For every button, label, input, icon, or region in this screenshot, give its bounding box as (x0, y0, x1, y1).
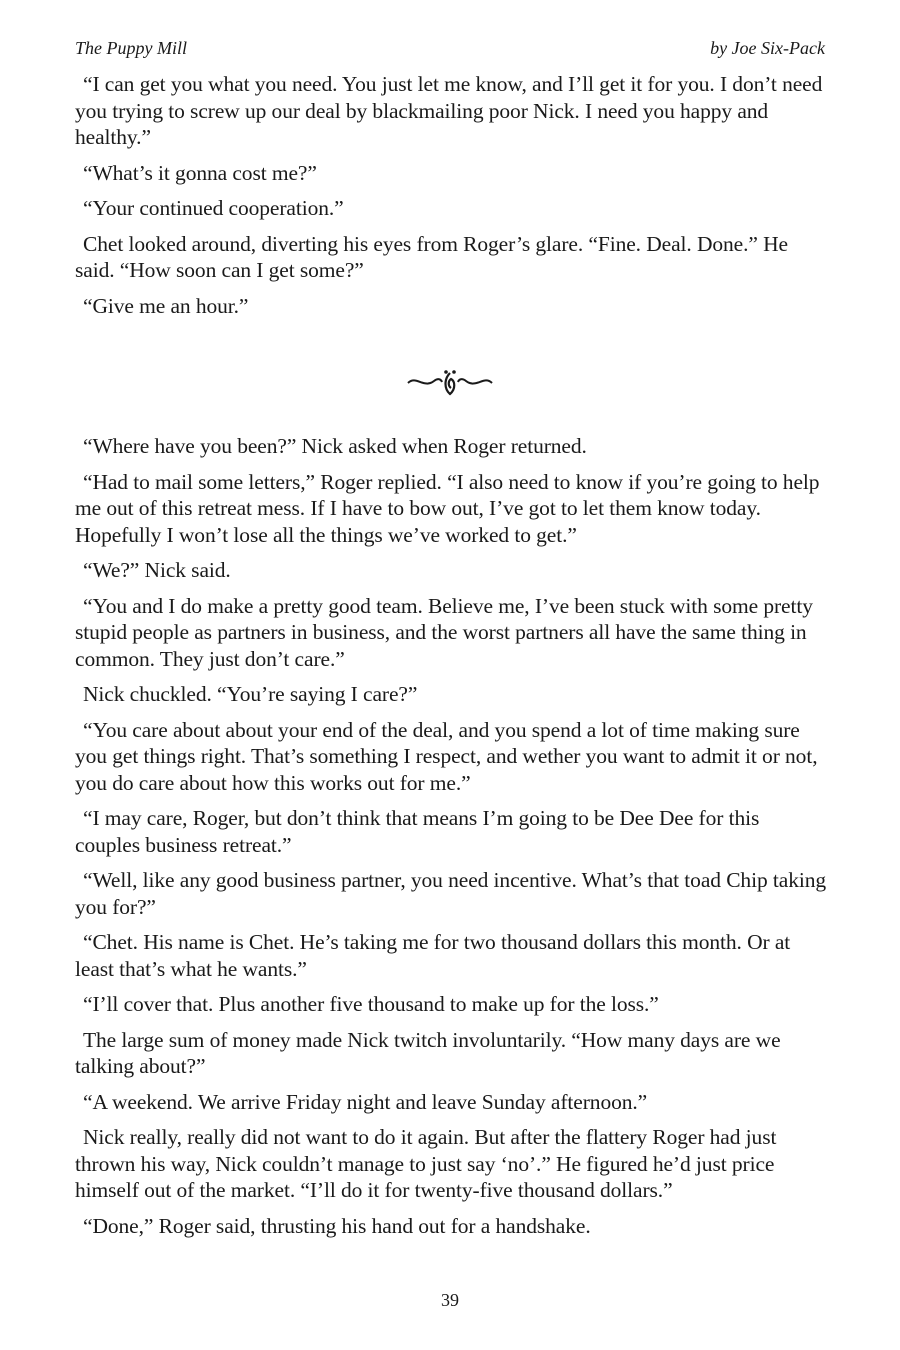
paragraph: “You care about about your end of the deal, and you spend a lot of time making sure you get things right. That’s something I respect, and wether you want to admit it or not, you do care about how this works out for me.” (75, 717, 818, 795)
author-name: by Joe Six-Pack (710, 38, 825, 58)
paragraph: “I’ll cover that. Plus another five thousand to make up for the loss.” (83, 992, 659, 1016)
paragraph: Chet looked around, diverting his eyes from Roger’s glare. “Fine. Deal. Done.” He said. “How soon can I get some?” (75, 231, 788, 282)
paragraph: “Chet. His name is Chet. He’s taking me for two thousand dollars this month. Or at least that’s what he wants.” (75, 930, 791, 981)
section-break (0, 365, 900, 404)
paragraph: The large sum of money made Nick twitch involuntarily. “How many days are we talking about?” (75, 1027, 781, 1078)
running-header (75, 38, 825, 59)
paragraph: “I may care, Roger, but don’t think that means I’m going to be Dee Dee for this couples business retreat.” (75, 806, 760, 857)
paragraph: “Your continued cooperation.” (83, 196, 344, 220)
paragraph: “We?” Nick said. (83, 558, 231, 582)
paragraph: “Done,” Roger said, thrusting his hand out for a handshake. (83, 1213, 591, 1238)
text-block-1 (75, 71, 827, 328)
paragraph: Nick really, really did not want to do it again. But after the flattery Roger had just thrown his way, Nick couldn’t manage to just say ‘no’.” He figured he’d just price himself out of the market. “I’ll do it for twenty-five thousand dollars.” (75, 1125, 777, 1202)
text-block-2 (75, 433, 827, 1248)
paragraph: “I can get you what you need. You just let me know, and I’ll get it for you. I don’t need you trying to screw up our deal by blackmailing poor Nick. I need you happy and healthy.” (75, 72, 823, 149)
paragraph: “Well, like any good business partner, you need incentive. What’s that toad Chip taking you for?” (75, 868, 827, 919)
paragraph: “You and I do make a pretty good team. Believe me, I’ve been stuck with some pretty stupid people as partners in business, and the worst partners all have the same thing in common. They just don’t care.” (75, 593, 813, 671)
paragraph: “What’s it gonna cost me?” (83, 160, 317, 185)
paragraph: Nick chuckled. “You’re saying I care?” (83, 682, 418, 706)
flourish-divider-icon (400, 365, 500, 399)
book-title: The Puppy Mill (75, 38, 187, 58)
paragraph: “Had to mail some letters,” Roger replied. “I also need to know if you’re going to help me out of this retreat mess. If I have to bow out, I’ve got to let them know today. Hopefully I won’t lose all the things we’ve worked to get.” (75, 469, 820, 547)
paragraph: “Give me an hour.” (83, 293, 249, 318)
paragraph: “Where have you been?” Nick asked when Roger returned. (83, 434, 587, 458)
paragraph: “A weekend. We arrive Friday night and leave Sunday afternoon.” (83, 1089, 648, 1114)
page-number: 39 (441, 1290, 459, 1310)
